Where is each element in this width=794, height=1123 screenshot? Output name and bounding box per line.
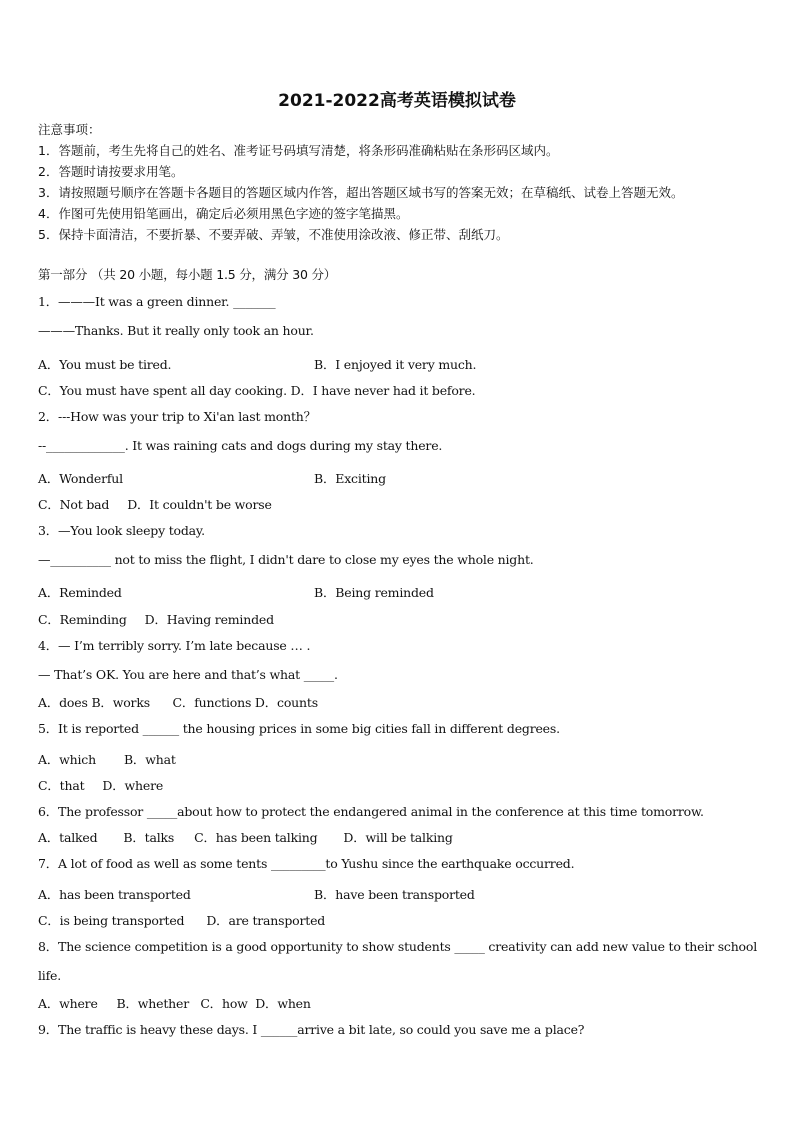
question-5-option-b: B．what [123, 752, 176, 767]
notice-item-2: 2．答题时请按要求用笔。 [38, 164, 184, 179]
question-3-option-c: C．Reminding [38, 612, 127, 627]
question-4-stem: 4．— I’m terribly sorry. I’m late because … . [38, 638, 311, 653]
question-3-options-cd [38, 610, 274, 628]
question-5-options-cd [38, 776, 163, 794]
notice-item-5: 5．保持卡面清洁，不要折暴、不要弄破、弄皱，不准使用涂改液、修正带、刮纸刀。 [38, 227, 509, 242]
notice-item-3: 3．请按照题号顺序在答题卡各题目的答题区域内作答，超出答题区域书写的答案无效；在草稿纸、试卷上答题无效。 [38, 185, 684, 200]
question-7-stem: 7．A lot of food as well as some tents _________to Yushu since the earthquake occurred. [38, 856, 575, 871]
notice-heading: 注意事项： [38, 122, 101, 137]
question-5-options-ab [38, 750, 176, 768]
question-2-option-d: D．It couldn't be worse [127, 497, 272, 512]
question-8-stem: 8．The science competition is a good opportunity to show students _____ creativity can add new value to their school [38, 939, 758, 954]
question-7-option-a: A．has been transported [38, 887, 191, 902]
question-6-option-c: C．has been talking [194, 830, 318, 845]
question-3-option-a: A．Reminded [38, 585, 122, 600]
question-7-option-c: C．is being transported [38, 913, 185, 928]
question-1-option-cd: C．You must have spent all day cooking. D．I have never had it before. [38, 383, 476, 398]
question-6-stem: 6．The professor _____about how to protect the endangered animal in the conference at this time tomorrow. [38, 804, 704, 819]
question-8-options: A．where B．whether C．how D．when [38, 996, 311, 1011]
question-4-options: A．does B．works C．functions D．counts [38, 695, 318, 710]
question-7-option-b: B．have been transported [314, 887, 475, 902]
question-1-stem: 1．———It was a green dinner. _______ [38, 294, 276, 309]
question-1-reply: ———Thanks. But it really only took an hour. [38, 323, 314, 338]
question-4-reply: — That’s OK. You are here and that’s what _____. [38, 667, 338, 682]
question-3-option-b: B．Being reminded [314, 585, 434, 600]
question-5-option-a: A．which [38, 752, 96, 767]
question-5-option-d: D．where [102, 778, 164, 793]
question-2-options-cd [38, 495, 272, 513]
question-2-stem: 2．---How was your trip to Xi'an last month？ [38, 409, 316, 424]
question-9-stem: 9．The traffic is heavy these days. I ______arrive a bit late, so could you save me a place? [38, 1022, 585, 1037]
question-6-options [38, 828, 453, 846]
question-2-option-a: A．Wonderful [38, 471, 123, 486]
page-title: 2021-2022高考英语模拟试卷 [278, 91, 516, 111]
question-6-option-b: B．talks [123, 830, 175, 845]
question-5-option-c: C．that [38, 778, 85, 793]
question-3-stem: 3．—You look sleepy today. [38, 523, 205, 538]
question-1-option-a: A．You must be tired. [38, 357, 172, 372]
question-3-option-d: D．Having reminded [144, 612, 274, 627]
notice-item-1: 1．答题前，考生先将自己的姓名、准考证号码填写清楚，将条形码准确粘贴在条形码区域内。 [38, 143, 559, 158]
question-2-reply: --_____________. It was raining cats and dogs during my stay there. [38, 438, 443, 453]
question-7-option-d: D．are transported [206, 913, 326, 928]
notice-item-4: 4．作图可先使用铅笔画出，确定后必须用黑色字迹的签字笔描黑。 [38, 206, 409, 221]
section-heading: 第一部分 （共 20 小题，每小题 1.5 分，满分 30 分） [38, 267, 337, 282]
question-1-option-b: B．I enjoyed it very much. [314, 357, 477, 372]
question-8-stem-continued: life. [38, 968, 61, 983]
question-2-option-c: C．Not bad [38, 497, 110, 512]
question-3-reply: —__________ not to miss the flight, I didn't dare to close my eyes the whole night. [38, 552, 534, 567]
question-5-stem: 5．It is reported ______ the housing prices in some big cities fall in different degrees. [38, 721, 560, 736]
question-7-options-cd [38, 911, 325, 929]
question-6-option-a: A．talked [38, 830, 98, 845]
question-2-option-b: B．Exciting [314, 471, 386, 486]
question-6-option-d: D．will be talking [343, 830, 453, 845]
